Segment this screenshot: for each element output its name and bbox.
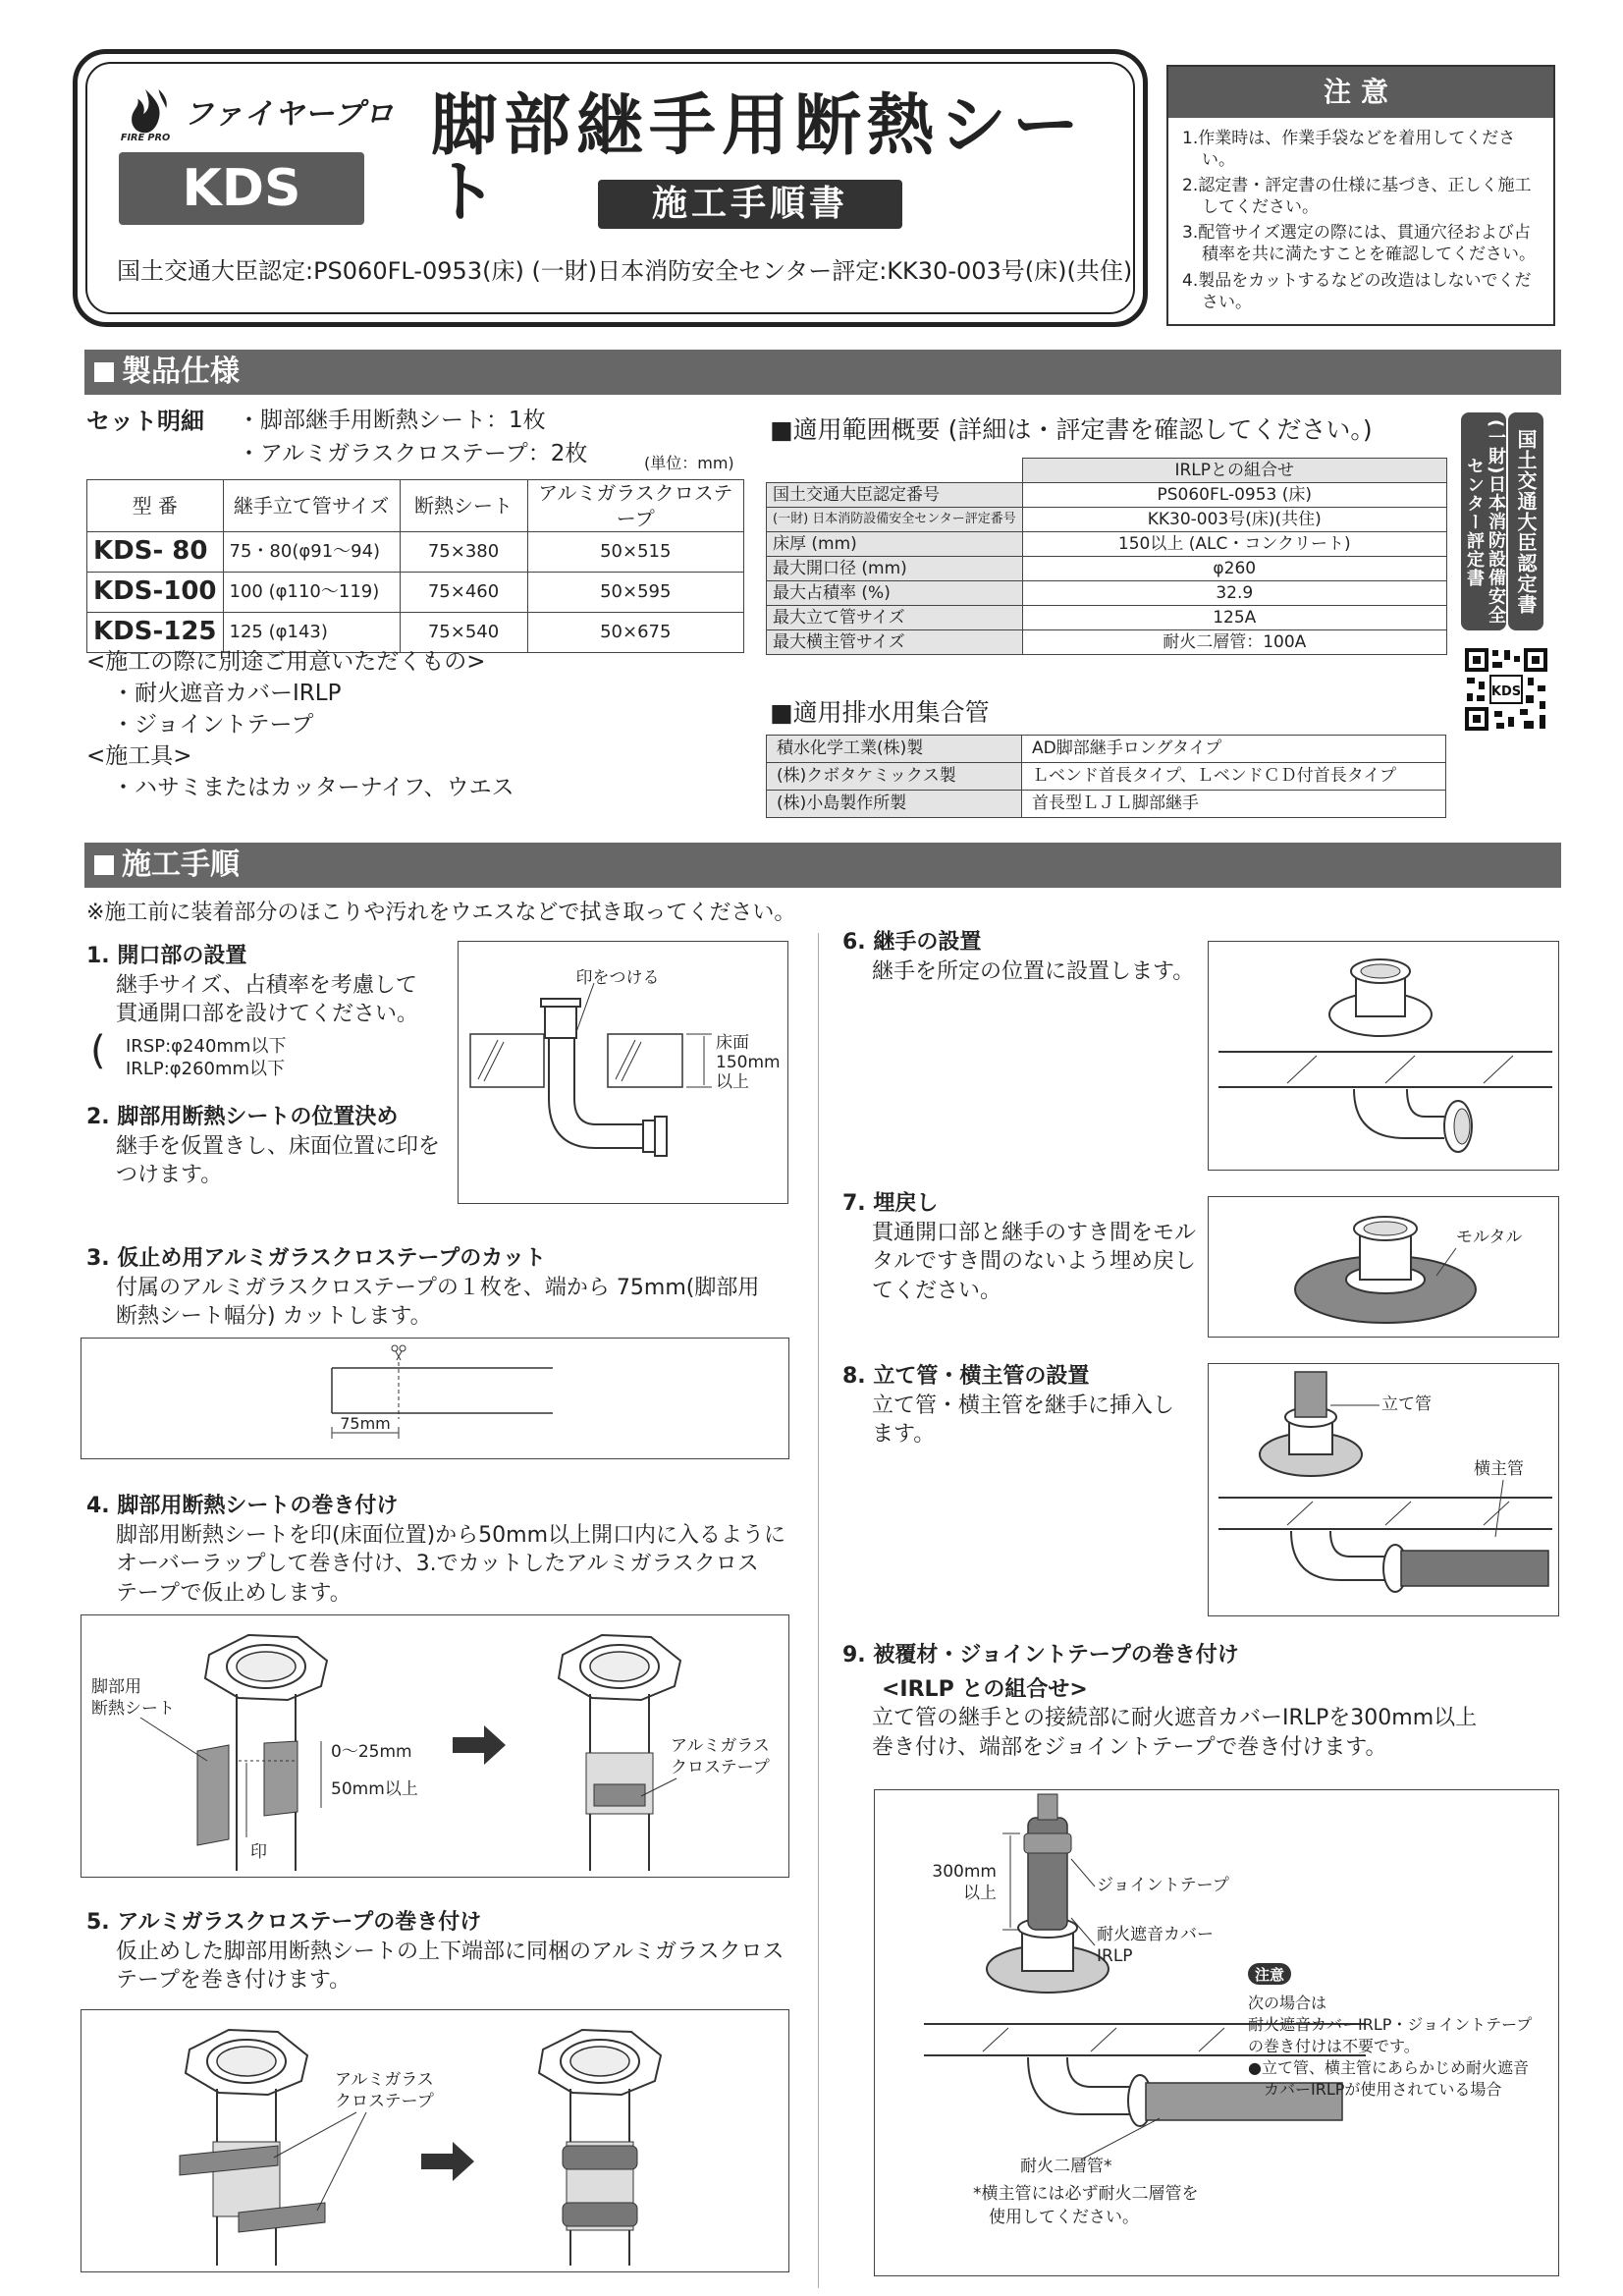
pipe-title: ■適用排水用集合管 — [770, 698, 990, 727]
step-text: 立て管の継手との接続部に耐火遮音カバーIRLPを300mm以上 — [872, 1706, 1478, 1731]
dimension-label: 50mm以上 — [331, 1779, 418, 1799]
dimension-label: 300mm — [932, 1862, 997, 1882]
spec-table — [86, 479, 744, 653]
table-row — [767, 736, 1446, 763]
prepare-item: ・ジョイントテープ — [112, 712, 314, 738]
note-line: ●立て管、横主管にあらかじめ耐火遮音 — [1248, 2058, 1529, 2077]
table-row — [767, 557, 1447, 581]
step-5 — [86, 1909, 784, 1995]
step-7 — [842, 1190, 1196, 1306]
logo-text: FIRE PRO — [120, 133, 171, 142]
floor-label: 床面 — [716, 1033, 749, 1053]
step-1 — [86, 943, 418, 1081]
hpipe-label: 横主管 — [1474, 1459, 1524, 1479]
opening-spec: IRSP:φ240mm以下 — [126, 1035, 287, 1057]
pipe-label: 耐火二層管* — [1020, 2157, 1112, 2176]
step-text: テープを巻き付けます。 — [116, 1968, 352, 1994]
column-divider — [818, 933, 819, 2288]
certification-line: 国土交通大臣認定:PS060FL-0953(床) (一財)日本消防安全センター評定:KK30-003号(床)(共住) — [117, 257, 1133, 285]
tape-label: クロステープ — [335, 2092, 434, 2111]
tape-label: クロステープ — [671, 1758, 770, 1777]
notice-item: 4.製品をカットするなどの改造はしないでください。 — [1182, 270, 1532, 312]
step-text: つけます。 — [116, 1163, 223, 1188]
model-cell: KDS-100 — [87, 573, 224, 613]
model-cell: KDS- 80 — [87, 532, 224, 573]
maker-cell: (株)クボタケミックス製 — [767, 763, 1022, 791]
step-text: テープで仮止めします。 — [116, 1580, 352, 1606]
pipe-table — [766, 735, 1446, 818]
row-value: φ260 — [1022, 557, 1446, 581]
table-header-row — [87, 480, 744, 532]
model-cell: KDS-125 — [87, 613, 224, 653]
size-cell: 125 (φ143) — [223, 613, 400, 653]
mortar-label: モルタル — [1456, 1228, 1523, 1247]
tape-label: アルミガラス — [335, 2070, 434, 2090]
note-line: の巻き付けは不要です。 — [1248, 2037, 1420, 2055]
figure-step4 — [81, 1614, 789, 1878]
section-title: 製品仕様 — [122, 355, 240, 389]
header-frame — [73, 49, 1148, 327]
header-inner-frame — [85, 62, 1135, 314]
unit-label: (単位：mm) — [644, 454, 734, 472]
table-row — [767, 606, 1447, 630]
square-icon — [94, 362, 114, 382]
row-value: 125A — [1022, 606, 1446, 630]
table-row — [767, 763, 1446, 791]
step-title: 4. 脚部用断熱シートの巻き付け — [86, 1494, 399, 1518]
product-code-badge: KDS — [119, 152, 364, 225]
footnote: *横主管には必ず耐火二層管を — [973, 2184, 1199, 2204]
col-header: 型 番 — [87, 480, 224, 532]
section-title: 施工手順 — [122, 847, 240, 882]
procedure-intro: ※施工前に装着部分のほこりや汚れをウエスなどで拭き取ってください。 — [86, 901, 796, 925]
product-cell: 首長型ＬＪＬ脚部継手 — [1022, 791, 1446, 818]
step-text: 仮止めした脚部用断熱シートの上下端部に同梱のアルミガラスクロス — [116, 1939, 784, 1964]
figure-step1-2 — [458, 941, 788, 1204]
footnote: 使用してください。 — [989, 2208, 1139, 2227]
floor-label: 150mm — [716, 1053, 781, 1072]
row-label: 床厚 (mm) — [767, 532, 1023, 557]
notice-item: 3.配管サイズ選定の際には、貫通穴径および占積率を共に満たすことを確認してください。 — [1182, 223, 1536, 265]
floor-label: 以上 — [716, 1072, 749, 1092]
row-value: 32.9 — [1022, 581, 1446, 606]
brand — [117, 85, 395, 142]
table-row — [87, 573, 744, 613]
sheet-cell: 75×380 — [400, 532, 527, 573]
step-8 — [842, 1363, 1174, 1449]
row-label: 国土交通大臣認定番号 — [767, 483, 1023, 508]
row-value: 150以上 (ALC・コンクリート) — [1022, 532, 1446, 557]
table-row — [767, 581, 1447, 606]
col-header: アルミガラスクロステープ — [527, 480, 743, 532]
step-text: タルですき間のないよう埋め戻し — [872, 1249, 1197, 1275]
scope-title: ■適用範囲概要 (詳細は・評定書を確認してください。) — [770, 415, 1373, 444]
row-value: PS060FL-0953 (床) — [1022, 483, 1446, 508]
set-label: セット明細 — [86, 408, 204, 435]
qr-label: KDS — [1490, 684, 1522, 699]
mark-label: 印 — [250, 1842, 267, 1862]
row-label: (一財) 日本消防設備安全センター評定番号 — [767, 508, 1023, 532]
sheet-cell: 75×460 — [400, 573, 527, 613]
empty-cell — [767, 459, 1023, 483]
arrow-right-icon — [421, 2142, 474, 2181]
tools-item: ・ハサミまたはカッターナイフ、ウエス — [112, 775, 514, 800]
row-value: 耐火二層管：100A — [1022, 630, 1446, 655]
cover-label: 耐火遮音カバー — [1097, 1925, 1214, 1944]
notice-item: 1.作業時は、作業手袋などを着用してください。 — [1182, 129, 1516, 171]
step-4 — [86, 1493, 785, 1609]
scope-table — [766, 458, 1447, 655]
figure-step7 — [1208, 1196, 1559, 1338]
square-icon — [94, 855, 114, 875]
col-header: 断熱シート — [400, 480, 527, 532]
step-text: 付属のアルミガラスクロステープの１枚を、端から 75mm(脚部用 — [116, 1275, 760, 1300]
step-text: 脚部用断熱シートを印(床面位置)から50mm以上開口内に入るように — [116, 1522, 786, 1548]
step-text: 貫通開口部と継手のすき間をモル — [872, 1220, 1197, 1245]
table-header-row — [767, 459, 1447, 483]
note-line: カバーIRLPが使用されている場合 — [1248, 2080, 1502, 2099]
table-row — [767, 483, 1447, 508]
arrow-right-icon — [453, 1725, 506, 1765]
step-9 — [842, 1642, 1477, 1763]
notice-item: 2.認定書・評定書の仕様に基づき、正しく施工してください。 — [1182, 176, 1532, 218]
product-cell: Ｌベンド首長タイプ、ＬベンドＣＤ付首長タイプ — [1022, 763, 1446, 791]
row-label: 最大開口径 (mm) — [767, 557, 1023, 581]
tape-cell: 50×675 — [527, 613, 743, 653]
dimension-label: 以上 — [963, 1884, 997, 1903]
step-title: 5. アルミガラスクロステープの巻き付け — [86, 1910, 482, 1935]
set-item: ・アルミガラスクロステープ：2枚 — [238, 441, 588, 466]
step-title: 7. 埋戻し — [842, 1191, 939, 1216]
tools-title: <施工具> — [86, 743, 192, 769]
notice-heading: 注意 — [1168, 67, 1553, 118]
step-text: 継手を仮置きし、床面位置に印を — [116, 1133, 441, 1159]
table-row — [767, 532, 1447, 557]
col-header: IRLPとの組合せ — [1022, 459, 1446, 483]
step-title: 6. 継手の設置 — [842, 930, 982, 955]
prepare-item: ・耐火遮音カバーIRLP — [112, 681, 342, 706]
step-text: 継手サイズ、占積率を考慮して — [116, 972, 417, 998]
step-text: 立て管・横主管を継手に挿入し — [872, 1393, 1175, 1418]
table-row — [87, 613, 744, 653]
brand-name: ファイヤープロ — [184, 96, 395, 132]
product-cell: AD脚部継手ロングタイプ — [1022, 736, 1446, 763]
size-cell: 75・80(φ91～94) — [223, 532, 400, 573]
step-text: オーバーラップして巻き付け、3.でカットしたアルミガラスクロス — [116, 1552, 759, 1577]
opening-spec: IRLP:φ260mm以下 — [126, 1059, 286, 1080]
tape-cell: 50×595 — [527, 573, 743, 613]
step-6 — [842, 929, 1194, 986]
set-item: ・脚部継手用断熱シート：1枚 — [238, 408, 546, 433]
notice-box — [1166, 65, 1555, 326]
section-header-procedure — [84, 843, 1561, 888]
row-value: KK30-003号(床)(共住) — [1022, 508, 1446, 532]
fire-logo-icon — [117, 85, 174, 142]
scissors-icon — [392, 1345, 406, 1360]
step-title: 2. 脚部用断熱シートの位置決め — [86, 1105, 399, 1129]
note-badge: 注意 — [1254, 1966, 1285, 1984]
table-row — [767, 508, 1447, 532]
note-line: 次の場合は — [1248, 1994, 1327, 2012]
dimension-label: 75mm — [340, 1414, 391, 1433]
size-cell: 100 (φ110～119) — [223, 573, 400, 613]
note-line: 耐火遮音カバーIRLP・ジョイントテープ — [1248, 2015, 1533, 2034]
step-title: 8. 立て管・横主管の設置 — [842, 1364, 1090, 1389]
step-title: 1. 開口部の設置 — [86, 944, 247, 968]
step-text: 継手を所定の位置に設置します。 — [872, 958, 1195, 984]
bracket-icon: ( — [90, 1027, 106, 1073]
table-row — [767, 630, 1447, 655]
certificate-label-fesc: (一財)日本消防設備安全センター評定書 — [1461, 412, 1506, 630]
step-2 — [86, 1104, 440, 1190]
qr-code-icon[interactable] — [1463, 646, 1549, 733]
step-subtitle: <IRLP との組合せ> — [882, 1676, 1088, 1702]
maker-cell: (株)小島製作所製 — [767, 791, 1022, 818]
sheet-cell: 75×540 — [400, 613, 527, 653]
tape-label: アルミガラス — [671, 1736, 770, 1756]
figure-step8 — [1208, 1363, 1559, 1616]
figure-step9 — [874, 1789, 1559, 2276]
tape-cell: 50×515 — [527, 532, 743, 573]
page-subtitle: 施工手順書 — [598, 180, 902, 229]
figure-step5 — [81, 2009, 789, 2272]
sheet-label: 断熱シート — [91, 1699, 175, 1719]
step-text: 巻き付け、端部をジョイントテープで巻き付けます。 — [872, 1734, 1387, 1760]
mark-label: 印をつける — [575, 968, 660, 988]
step-title: 9. 被覆材・ジョイントテープの巻き付け — [842, 1643, 1239, 1667]
vpipe-label: 立て管 — [1381, 1394, 1432, 1414]
row-label: 最大横主管サイズ — [767, 630, 1023, 655]
table-row — [767, 791, 1446, 818]
step-title: 3. 仮止め用アルミガラスクロステープのカット — [86, 1246, 547, 1271]
step-text: てください。 — [872, 1278, 1002, 1303]
certificate-label-mlit: 国土交通大臣認定書 — [1508, 412, 1543, 630]
row-label: 最大占積率 (%) — [767, 581, 1023, 606]
cover-label: IRLP — [1097, 1946, 1133, 1966]
step-text: 断熱シート幅分) カットします。 — [116, 1304, 432, 1330]
table-row — [87, 532, 744, 573]
prepare-title: <施工の際に別途ご用意いただくもの> — [86, 649, 486, 675]
col-header: 継手立て管サイズ — [223, 480, 400, 532]
sheet-label: 脚部用 — [91, 1677, 141, 1697]
notice-list — [1168, 118, 1553, 313]
figure-step6 — [1208, 941, 1559, 1171]
joint-tape-label: ジョイントテープ — [1097, 1876, 1229, 1895]
step-3 — [86, 1245, 759, 1332]
step-text: 貫通開口部を設けてください。 — [116, 1002, 419, 1027]
figure-step3 — [81, 1338, 789, 1459]
section-header-spec — [84, 350, 1561, 395]
dimension-label: 0～25mm — [331, 1742, 412, 1762]
row-label: 最大立て管サイズ — [767, 606, 1023, 630]
step-text: ます。 — [872, 1422, 936, 1448]
page-title: 脚部継手用断熱シート — [431, 87, 1086, 232]
maker-cell: 積水化学工業(株)製 — [767, 736, 1022, 763]
